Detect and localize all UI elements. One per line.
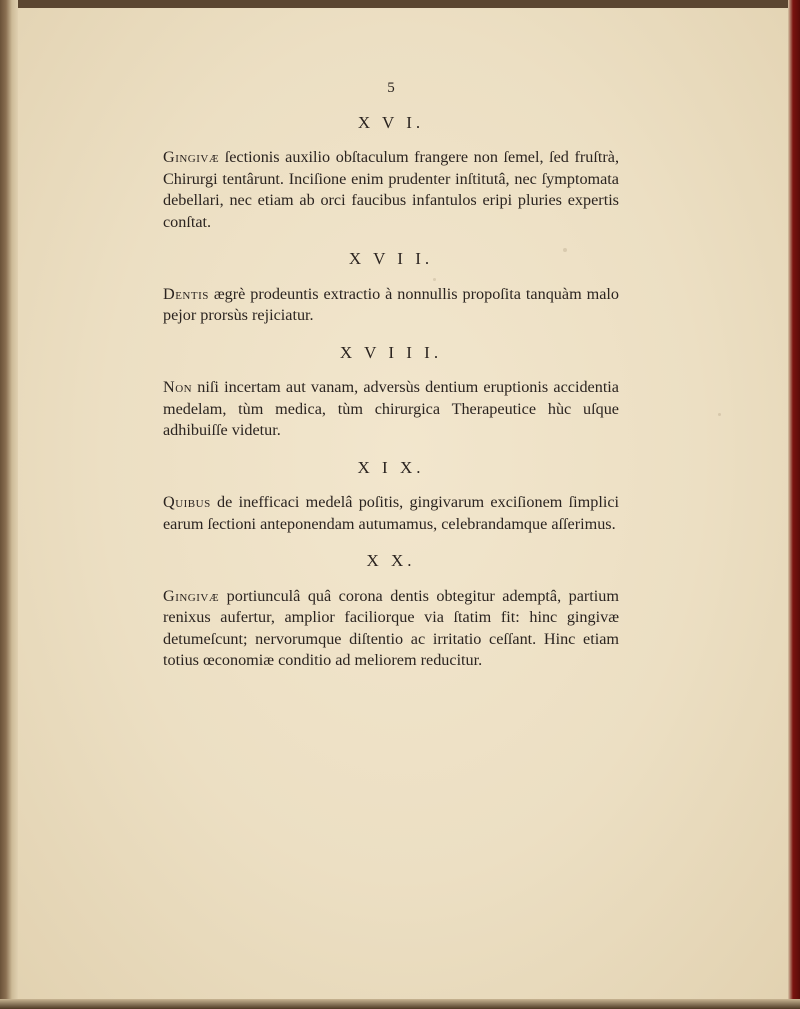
section-19 xyxy=(163,457,619,536)
section-paragraph xyxy=(163,147,619,233)
section-heading: X V I. xyxy=(357,112,425,132)
paragraph-body: ægrè prodeuntis extractio à nonnullis propoſita tanquàm malo pejor prorsùs rejiciatur. xyxy=(163,284,619,324)
paragraph-body: portiunculâ quâ corona dentis obtegitur ademptâ, partium renixus aufertur, amplior faciliorque via ſtatim fit: hinc gingivæ detumeſcunt; nervorumque diſtentio ac irritatio ceſſant. Hinc etiam totius œconomiæ conditio ad meliorem reducitur. xyxy=(163,586,619,669)
section-heading: X V I I I. xyxy=(339,342,443,362)
section-heading: X V I I. xyxy=(348,249,434,268)
section-16 xyxy=(163,112,619,234)
book-top-edge xyxy=(0,0,800,8)
paragraph-body: ſectionis auxilio obſtaculum frangere non ſemel, ſed fruſtrà, Chirurgi tentârunt. Inciſione enim prudenter inſtitutâ, nec ſymptomata debellari, nec etiam ab orci faucibus infantulos eripi pluries expertis conſtat. xyxy=(163,148,619,231)
book-spine-edge xyxy=(0,0,18,1009)
paragraph-lead-word: Gingivæ xyxy=(163,148,220,166)
section-heading: X X. xyxy=(366,551,416,570)
book-bottom-edge xyxy=(0,999,800,1009)
section-20 xyxy=(163,550,619,672)
paper-spot xyxy=(718,413,721,416)
book-cover-edge xyxy=(788,0,800,1009)
section-paragraph xyxy=(163,284,619,327)
paragraph-body: niſi incertam aut vanam, adversùs dentium eruptionis accidentia medelam, tùm medica, tùm chirurgica Therapeutice hùc uſque adhibuiſſe videtur. xyxy=(163,378,619,439)
section-paragraph xyxy=(163,377,619,442)
page-number: 5 xyxy=(387,80,395,96)
paragraph-body: de inefficaci medelâ poſitis, gingivarum exciſionem ſimplici earum ſectioni anteponendam autumamus, celebrandamque aſſerimus. xyxy=(163,493,619,533)
page-text-block xyxy=(163,78,619,687)
paragraph-lead-word: Quibus xyxy=(163,493,211,511)
book-page xyxy=(18,8,788,999)
section-paragraph xyxy=(163,492,619,535)
paragraph-lead-word: Dentis xyxy=(163,284,209,303)
section-18 xyxy=(163,342,619,442)
section-paragraph xyxy=(163,586,619,672)
paragraph-lead-word: Gingivæ xyxy=(163,586,220,605)
section-heading: X I X. xyxy=(357,457,425,477)
section-17 xyxy=(163,248,619,327)
paragraph-lead-word: Non xyxy=(163,378,193,396)
